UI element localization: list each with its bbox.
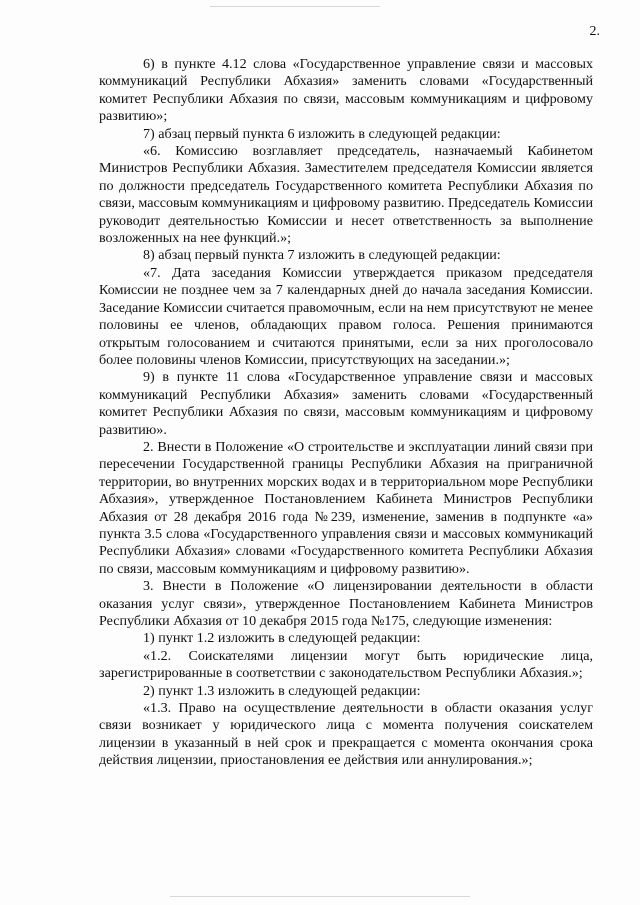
paragraph-item-7-intro: 7) абзац первый пункта 6 изложить в следующей редакции: bbox=[143, 125, 501, 142]
document-body bbox=[99, 56, 593, 770]
paragraph-section-3: 3. Внести в Положение «О лицензировании деятельности в области оказания услуг связи», утвержденное Постановлением Кабинета Министров Республики Абхазия от 10 декабря 2015 года №175, следующие изменения: bbox=[99, 578, 593, 629]
paragraph-item-8-intro: 8) абзац первый пункта 7 изложить в следующей редакции: bbox=[143, 247, 501, 264]
paragraph-section-2: 2. Внести в Положение «О строительстве и эксплуатации линий связи при пересечении Государственной границы Республики Абхазия на приграничной территории, во внутренних морских водах и в территориальном море Республики Абхазия», утвержденное Постановлением Кабинета Министров Республики Абхазия от 28 декабря 2016 года №239, изменение, заменив в подпункте «а» пункта 3.5 слова «Государственного управления связи и массовых коммуникаций Республики Абхазия» словами «Государственного комитета Республики Абхазия по связи, массовым коммуникациям и цифровому развитию». bbox=[99, 438, 593, 577]
page-number: 2. bbox=[589, 24, 600, 39]
paragraph-subitem-2-intro: 2) пункт 1.3 изложить в следующей редакции: bbox=[143, 682, 421, 699]
paragraph-point-6-text: «6. Комиссию возглавляет председатель, назначаемый Кабинетом Министров Республики Абхазия. Заместителем председателя Комиссии является по должности председатель Государственного комитета Республики Абхазия по связи, массовым коммуникациям и цифровому развитию. Председатель Комиссии руководит деятельностью Комиссии и несет ответственность за выполнение возложенных на нее функций.»; bbox=[99, 143, 593, 247]
paragraph-item-6: 6) в пункте 4.12 слова «Государственное управление связи и массовых коммуникаций Республики Абхазия» заменить словами «Государственный комитет Республики Абхазия по связи, массовым коммуникациям и цифровому развитию»; bbox=[99, 56, 593, 125]
paragraph-subitem-1-intro: 1) пункт 1.2 изложить в следующей редакции: bbox=[143, 630, 421, 647]
scan-artifact-top bbox=[210, 6, 380, 7]
paragraph-point-1-2-text: «1.2. Соискателями лицензии могут быть юридические лица, зарегистрированные в соответствии с законодательством Республики Абхазия.»; bbox=[99, 647, 593, 682]
paragraph-item-9: 9) в пункте 11 слова «Государственное управление связи и массовых коммуникаций Республики Абхазия» заменить словами «Государственный комитет Республики Абхазия по связи, массовым коммуникациям и цифровому развитию». bbox=[99, 369, 593, 438]
scan-artifact-bottom bbox=[170, 896, 470, 897]
paragraph-point-1-3-text: «1.3. Право на осуществление деятельности в области оказания услуг связи возникает у юридического лица с момента получения соискателем лицензии в указанный в ней срок и прекращается с момента окончания срока действия лицензии, приостановления ее действия или аннулирования.»; bbox=[99, 700, 593, 769]
paragraph-point-7-text: «7. Дата заседания Комиссии утверждается приказом председателя Комиссии не позднее чем за 7 календарных дней до начала заседания Комиссии. Заседание Комиссии считается правомочным, если на нем присутствуют не менее половины ее членов, обладающих правом голоса. Решения принимаются открытым голосованием и считаются принятыми, если за них проголосовало более половины членов Комиссии, присутствующих на заседании.»; bbox=[99, 264, 593, 368]
